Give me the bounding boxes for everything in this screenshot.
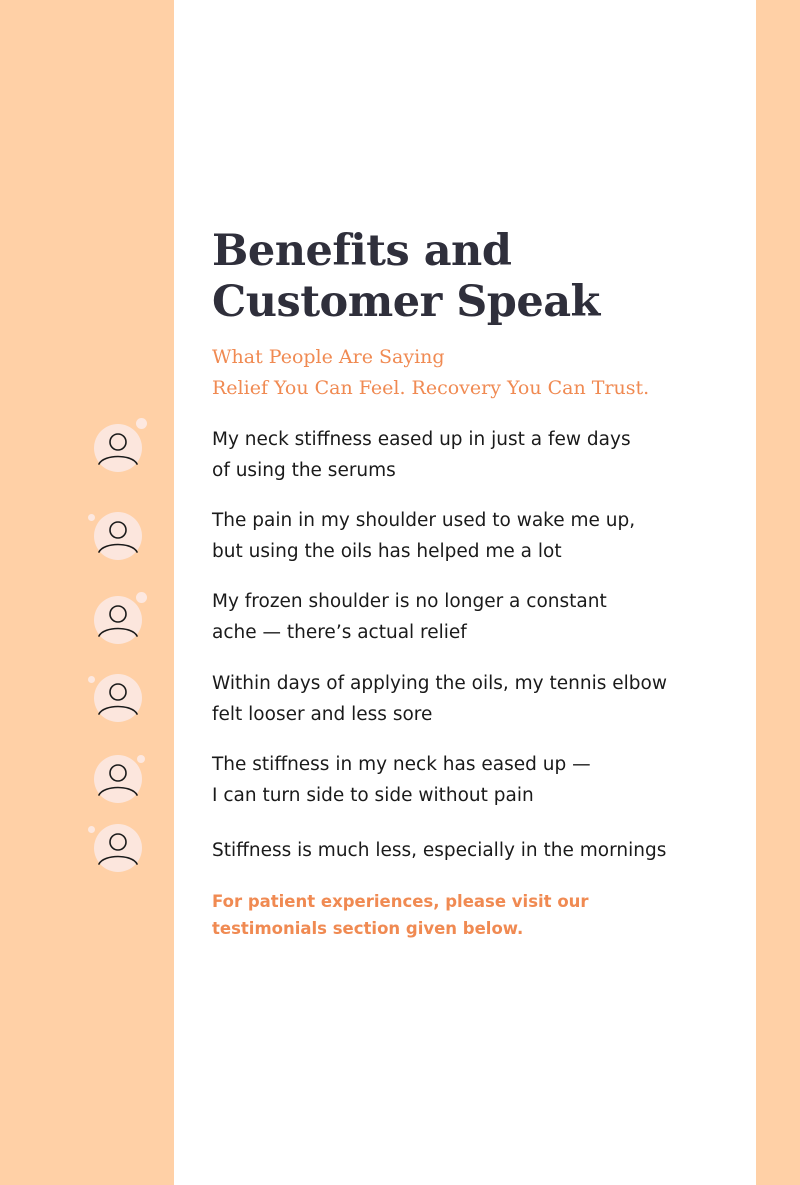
footer-line-1: For patient experiences, please visit our	[212, 892, 589, 911]
testimonial-line-1: Stiffness is much less, especially in the mornings	[212, 840, 667, 861]
right-decorative-band	[756, 0, 800, 1185]
testimonial-line-2: of using the serums	[212, 460, 396, 481]
page-title	[212, 226, 732, 328]
title-line-1: Benefits and	[212, 226, 512, 276]
testimonial-line-2: but using the oils has helped me a lot	[212, 541, 562, 562]
testimonials-note	[212, 888, 732, 942]
subtitle-line-1: What People Are Saying	[212, 346, 445, 368]
title-line-2: Customer Speak	[212, 277, 600, 327]
testimonial-line-2: felt looser and less sore	[212, 704, 433, 725]
testimonial-text	[212, 668, 742, 730]
subtitle-line-2: Relief You Can Feel. Recovery You Can Trust.	[212, 377, 650, 399]
testimonial-line-1: Within days of applying the oils, my tennis elbow	[212, 673, 667, 694]
left-decorative-band	[0, 0, 174, 1185]
testimonial-line-1: My neck stiffness eased up in just a few days	[212, 429, 631, 450]
testimonial-line-1: The stiffness in my neck has eased up —	[212, 754, 591, 775]
testimonial-line-2: I can turn side to side without pain	[212, 785, 534, 806]
testimonial-text	[212, 424, 742, 486]
testimonial-text	[212, 835, 742, 866]
testimonial-line-1: The pain in my shoulder used to wake me up,	[212, 510, 636, 531]
testimonial-text	[212, 505, 742, 567]
user-icon	[94, 596, 142, 644]
user-icon	[94, 512, 142, 560]
user-icon	[94, 755, 142, 803]
testimonial-line-1: My frozen shoulder is no longer a constant	[212, 591, 607, 612]
user-icon	[94, 674, 142, 722]
testimonial-text	[212, 749, 742, 811]
page-subtitle	[212, 342, 752, 404]
user-icon	[94, 424, 142, 472]
testimonial-line-2: ache — there’s actual relief	[212, 622, 467, 643]
user-icon	[94, 824, 142, 872]
testimonial-text	[212, 586, 742, 648]
footer-line-2: testimonials section given below.	[212, 919, 524, 938]
